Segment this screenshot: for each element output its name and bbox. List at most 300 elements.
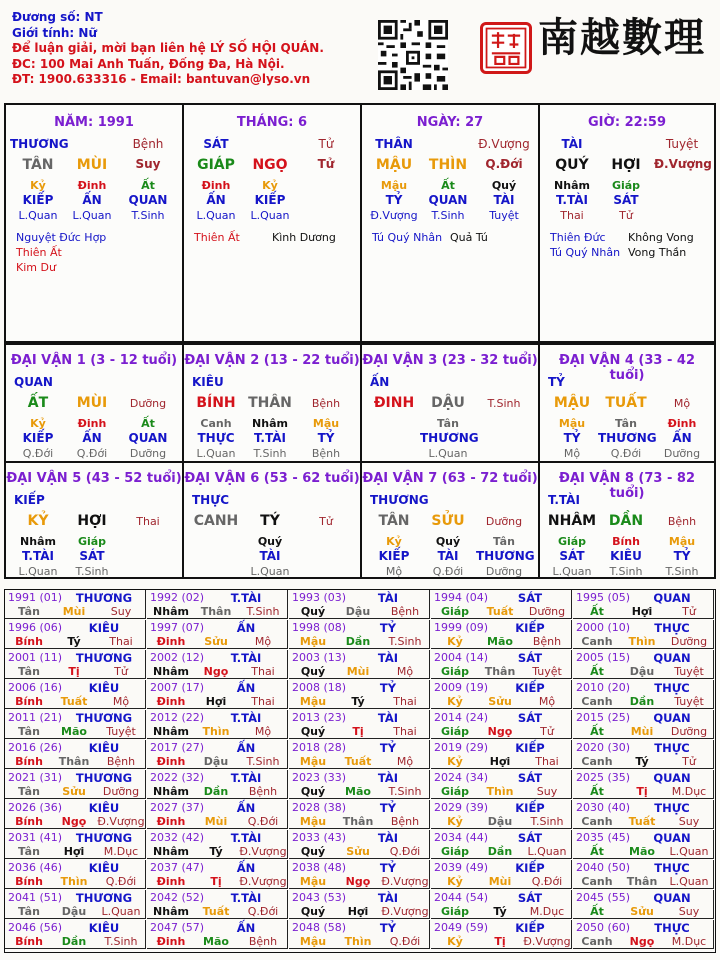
dai-van-state: Q.Đới xyxy=(432,565,464,578)
year-phase: T.Sinh xyxy=(388,785,422,798)
pillar-mid-cell: MÙI xyxy=(76,157,108,173)
year-branch: Dần xyxy=(629,695,655,708)
year-stem: Ất xyxy=(590,785,604,798)
year-phase: Bệnh xyxy=(248,785,278,798)
year-stem: Quý xyxy=(300,785,326,798)
year-stem: Nhâm xyxy=(153,845,189,858)
pillar-hidden-cell: Ất xyxy=(141,179,155,192)
year-label: 2017 (27) xyxy=(150,741,205,754)
year-branch: Hợi xyxy=(631,605,653,618)
year-label: 2038 (48) xyxy=(292,861,347,874)
year-phase: Suy xyxy=(678,905,700,918)
year-star: KIẾP xyxy=(515,621,545,635)
dai-van-title: ĐẠI VẬN 3 (23 - 32 tuổi) xyxy=(362,353,538,368)
year-star: SÁT xyxy=(517,651,543,665)
year-phase: Tuyệt xyxy=(674,695,704,708)
year-branch: Dần xyxy=(61,935,87,948)
year-cell xyxy=(147,590,288,619)
year-stem: Kỷ xyxy=(447,755,463,768)
pillar-stars-cell: KIẾP xyxy=(254,193,286,207)
year-phase: T.Sinh xyxy=(104,935,138,948)
dai-van-stem: BÍNH xyxy=(196,395,236,411)
year-cell xyxy=(431,620,572,649)
year-branch: Hợi xyxy=(489,755,511,768)
year-star: THƯƠNG xyxy=(75,591,133,605)
year-label: 1999 (09) xyxy=(434,621,489,634)
year-stem: Nhâm xyxy=(153,785,189,798)
year-phase: Thai xyxy=(109,635,133,648)
year-stem: Nhâm xyxy=(153,725,189,738)
dai-van-state: Mộ xyxy=(385,565,403,578)
year-cell xyxy=(289,890,430,919)
year-stem: Giáp xyxy=(440,605,470,618)
year-branch: Thìn xyxy=(344,935,372,948)
year-branch: Ngọ xyxy=(203,665,229,678)
year-branch: Mùi xyxy=(204,815,228,828)
dai-van-title: ĐẠI VẬN 2 (13 - 22 tuổi) xyxy=(184,353,360,368)
pillar-mid-cell: TÂN xyxy=(22,157,54,173)
dai-van-star: SÁT xyxy=(559,549,585,563)
pillar-hidden-cell: Ất xyxy=(441,179,455,192)
year-star: THƯƠNG xyxy=(75,891,133,905)
year-phase: Thai xyxy=(251,665,275,678)
dai-van-star: THƯƠNG xyxy=(420,431,479,445)
year-cell xyxy=(147,920,288,949)
year-label: 2030 (40) xyxy=(576,801,631,814)
year-branch: Tị xyxy=(210,875,222,888)
year-phase: L.Quan xyxy=(669,845,709,858)
year-stem: Đinh xyxy=(156,695,186,708)
year-star: KIẾP xyxy=(515,861,545,875)
year-star: KIẾP xyxy=(515,801,545,815)
year-phase: M.Dục xyxy=(529,905,565,918)
year-stem: Mậu xyxy=(299,695,327,708)
year-phase: M.Dục xyxy=(671,785,707,798)
pillar-mid-cell: QUÝ xyxy=(555,157,589,173)
year-phase: Thai xyxy=(251,695,275,708)
dai-van-star: KIẾP xyxy=(22,431,54,445)
year-stem: Đinh xyxy=(156,815,186,828)
year-phase: Bệnh xyxy=(532,635,562,648)
year-branch: Thìn xyxy=(60,875,88,888)
year-cell xyxy=(431,590,572,619)
year-cell xyxy=(289,800,430,829)
year-phase: Suy xyxy=(536,785,558,798)
year-label: 2020 (30) xyxy=(576,741,631,754)
pillar-stars-cell: TÀI xyxy=(493,193,515,207)
year-phase: Đ.Vượng xyxy=(239,875,287,888)
year-cell xyxy=(431,860,572,889)
year-star: TÀI xyxy=(377,591,399,605)
pillar-mid-cell: Tử xyxy=(317,157,335,171)
year-star: T.TÀI xyxy=(230,771,262,785)
year-label: 2010 (20) xyxy=(576,681,631,694)
shensha-item: Quả Tú xyxy=(450,231,488,244)
year-label: 2049 (59) xyxy=(434,921,489,934)
year-label: 2039 (49) xyxy=(434,861,489,874)
year-label: 2022 (32) xyxy=(150,771,205,784)
pillar-top-cell: SÁT xyxy=(203,137,229,151)
year-cell xyxy=(573,590,714,619)
dai-van-state: T.Sinh xyxy=(609,565,643,578)
year-phase: Bệnh xyxy=(248,935,278,948)
year-branch: Dần xyxy=(487,845,513,858)
year-branch: Hợi xyxy=(63,845,85,858)
year-phase: Tuyệt xyxy=(532,665,562,678)
year-cell xyxy=(5,830,146,859)
year-cell xyxy=(573,830,714,859)
dai-van-state: Dưỡng xyxy=(663,447,701,460)
dai-van-state: T.Sinh xyxy=(665,565,699,578)
dai-van-hidden-stem: Mậu xyxy=(312,417,340,430)
year-star: ẤN xyxy=(236,921,256,935)
year-phase: Đ.Vượng xyxy=(381,905,429,918)
dai-van-sao: KIÊU xyxy=(192,375,224,389)
year-star: THƯƠNG xyxy=(75,711,133,725)
year-branch: Sửu xyxy=(346,845,370,858)
pillar-stars-cell: ẤN xyxy=(82,193,102,207)
year-stem: Quý xyxy=(300,725,326,738)
dai-van-stem: CANH xyxy=(193,513,239,529)
dai-van-state: L.Quan xyxy=(196,447,236,460)
year-label: 2018 (28) xyxy=(292,741,347,754)
shensha-item: Kim Dư xyxy=(16,261,56,274)
year-stem: Ất xyxy=(590,665,604,678)
year-stem: Quý xyxy=(300,905,326,918)
year-label: 2014 (24) xyxy=(434,711,489,724)
year-star: QUAN xyxy=(653,711,691,725)
dai-van-branch: MÙI xyxy=(76,395,108,411)
dai-van-hidden-stem: Giáp xyxy=(77,535,107,548)
gender: Giới tính: Nữ xyxy=(12,25,97,40)
dai-van-phase: T.Sinh xyxy=(487,397,521,410)
year-branch: Thìn xyxy=(628,635,656,648)
year-label: 2000 (10) xyxy=(576,621,631,634)
dai-van-phase: Bệnh xyxy=(667,515,697,528)
dai-van-branch: SỬU xyxy=(431,513,465,529)
dai-van-hidden-stem: Kỷ xyxy=(30,417,46,430)
year-branch: Hợi xyxy=(347,905,369,918)
dai-van-star: KIÊU xyxy=(610,549,642,563)
year-phase: L.Quan xyxy=(101,905,141,918)
dai-van-title: ĐẠI VẬN 4 (33 - 42 tuổi) xyxy=(559,353,695,383)
dai-van-sao: T.TÀI xyxy=(548,493,580,507)
year-phase: Bệnh xyxy=(390,605,420,618)
year-cell xyxy=(147,830,288,859)
year-label: 2025 (35) xyxy=(576,771,631,784)
dai-van-star: T.TÀI xyxy=(254,431,286,445)
year-phase: Thai xyxy=(393,725,417,738)
year-stem: Bính xyxy=(15,755,43,768)
year-phase: Tử xyxy=(682,605,696,618)
year-phase: Q.Đới xyxy=(105,875,137,888)
year-cell xyxy=(147,740,288,769)
year-star: KIẾP xyxy=(515,921,545,935)
year-cell xyxy=(289,710,430,739)
dai-van-star: THƯƠNG xyxy=(476,549,535,563)
dai-van-star: KIẾP xyxy=(378,549,410,563)
year-star: KIÊU xyxy=(88,921,120,935)
year-cell xyxy=(431,800,572,829)
year-branch: Dậu xyxy=(629,665,655,678)
dai-van-sao: TỶ xyxy=(548,375,565,389)
pillar-states-cell: L.Quan xyxy=(250,209,290,222)
year-cell xyxy=(289,590,430,619)
year-star: T.TÀI xyxy=(230,711,262,725)
year-phase: Mộ xyxy=(396,755,414,768)
year-cell xyxy=(573,710,714,739)
year-phase: L.Quan xyxy=(669,875,709,888)
dai-van-hidden-stem: Nhâm xyxy=(252,417,288,430)
pillar-top-cell: Đ.Vượng xyxy=(478,137,530,151)
dai-van-hidden-stem: Tân xyxy=(437,417,459,430)
chart-header xyxy=(12,10,372,88)
year-stem: Giáp xyxy=(440,665,470,678)
year-branch: Dần xyxy=(203,785,229,798)
year-star: TỶ xyxy=(379,801,397,815)
year-cell xyxy=(431,740,572,769)
dai-van-phase: Mộ xyxy=(673,397,691,410)
dai-van-state: Q.Đới xyxy=(22,447,54,460)
year-label: 2003 (13) xyxy=(292,651,347,664)
year-stem: Giáp xyxy=(440,725,470,738)
annual-luck-table xyxy=(4,589,716,953)
year-stem: Nhâm xyxy=(153,905,189,918)
dai-van-hidden-stem: Giáp xyxy=(557,535,587,548)
year-branch: Mùi xyxy=(62,605,86,618)
year-label: 2008 (18) xyxy=(292,681,347,694)
year-branch: Mão xyxy=(345,785,371,798)
year-cell xyxy=(5,860,146,889)
year-stem: Quý xyxy=(300,845,326,858)
year-star: SÁT xyxy=(517,711,543,725)
year-star: KIẾP xyxy=(515,681,545,695)
year-phase: Mộ xyxy=(396,665,414,678)
year-stem: Bính xyxy=(15,635,43,648)
year-cell xyxy=(431,830,572,859)
year-branch: Ngọ xyxy=(345,875,371,888)
year-cell xyxy=(431,920,572,949)
dai-van-star: TỶ xyxy=(317,431,335,445)
year-label: 2015 (25) xyxy=(576,711,631,724)
year-cell xyxy=(5,590,146,619)
year-stem: Kỷ xyxy=(447,695,463,708)
shensha-item: Nguyệt Đức Hợp xyxy=(16,231,107,244)
year-label: 2050 (60) xyxy=(576,921,631,934)
year-phase: Dưỡng xyxy=(528,605,566,618)
year-label: 2011 (21) xyxy=(8,711,63,724)
year-stem: Bính xyxy=(15,815,43,828)
year-phase: T.Sinh xyxy=(388,635,422,648)
year-cell xyxy=(573,650,714,679)
year-branch: Thân xyxy=(200,605,232,618)
year-branch: Dậu xyxy=(345,605,371,618)
year-branch: Sửu xyxy=(204,635,228,648)
year-star: SÁT xyxy=(517,771,543,785)
year-branch: Tị xyxy=(636,785,648,798)
dai-van-hidden-stem: Quý xyxy=(435,535,461,548)
year-branch: Thân xyxy=(58,755,90,768)
owner-name: Đương số: NT xyxy=(12,10,103,24)
year-label: 2032 (42) xyxy=(150,831,205,844)
dai-van-star: TỶ xyxy=(563,431,581,445)
dai-van-hidden-stem: Đinh xyxy=(667,417,697,430)
year-phase: Tử xyxy=(540,725,554,738)
year-branch: Thân xyxy=(342,815,374,828)
year-branch: Mão xyxy=(487,635,513,648)
year-stem: Giáp xyxy=(440,905,470,918)
dai-van-hidden-stem: Canh xyxy=(200,417,232,430)
year-branch: Mão xyxy=(61,725,87,738)
year-label: 2004 (14) xyxy=(434,651,489,664)
year-phase: Thai xyxy=(393,695,417,708)
year-stem: Quý xyxy=(300,665,326,678)
pillar-top-cell: THÂN xyxy=(375,137,413,151)
pillar-hidden-cell: Đinh xyxy=(77,179,107,192)
dai-van-state: Q.Đới xyxy=(76,447,108,460)
year-phase: Bệnh xyxy=(106,755,136,768)
year-stem: Nhâm xyxy=(153,665,189,678)
dai-van-box xyxy=(360,461,540,579)
year-phase: Bệnh xyxy=(390,815,420,828)
year-cell xyxy=(289,680,430,709)
year-cell xyxy=(5,890,146,919)
dai-van-branch: TÝ xyxy=(260,513,280,529)
year-stem: Mậu xyxy=(299,815,327,828)
year-stem: Tân xyxy=(18,905,40,918)
year-branch: Tý xyxy=(67,635,81,648)
year-star: QUAN xyxy=(653,771,691,785)
year-star: KIẾP xyxy=(515,741,545,755)
year-star: TÀI xyxy=(377,711,399,725)
year-label: 2044 (54) xyxy=(434,891,489,904)
year-label: 1996 (06) xyxy=(8,621,63,634)
dai-van-title: ĐẠI VẬN 7 (63 - 72 tuổi) xyxy=(362,471,538,486)
year-phase: Tử xyxy=(682,755,696,768)
year-cell xyxy=(431,650,572,679)
year-stem: Quý xyxy=(300,605,326,618)
dai-van-title: ĐẠI VẬN 5 (43 - 52 tuổi) xyxy=(6,471,182,486)
year-branch: Mão xyxy=(629,845,655,858)
year-stem: Canh xyxy=(581,755,613,768)
dai-van-box xyxy=(182,343,362,463)
year-star: QUAN xyxy=(653,831,691,845)
dai-van-box xyxy=(4,343,184,463)
dai-van-sao: THỰC xyxy=(192,493,230,507)
year-branch: Tý xyxy=(493,905,507,918)
dai-van-star: TÀI xyxy=(259,549,281,563)
year-phase: Dưỡng xyxy=(670,635,708,648)
dai-van-state: L.Quan xyxy=(552,565,592,578)
year-star: TỶ xyxy=(379,861,397,875)
year-label: 2043 (53) xyxy=(292,891,347,904)
year-label: 2048 (58) xyxy=(292,921,347,934)
year-label: 1995 (05) xyxy=(576,591,631,604)
year-star: KIÊU xyxy=(88,861,120,875)
year-cell xyxy=(147,620,288,649)
year-phase: Mộ xyxy=(254,725,272,738)
shensha-item: Không Vong xyxy=(628,231,694,244)
dai-van-stem: MẬU xyxy=(553,395,591,411)
pillar-mid-cell: MẬU xyxy=(375,157,413,173)
pillar-hidden-cell: Đinh xyxy=(201,179,231,192)
year-phase: Đ.Vượng xyxy=(381,875,429,888)
year-branch: Ngọ xyxy=(487,725,513,738)
year-label: 2046 (56) xyxy=(8,921,63,934)
pillar-states-cell: Tử xyxy=(619,209,633,222)
year-cell xyxy=(573,770,714,799)
year-star: KIÊU xyxy=(88,681,120,695)
year-stem: Tân xyxy=(18,725,40,738)
year-phase: T.Sinh xyxy=(246,755,280,768)
contact-invite: Để luận giải, mời bạn liên hệ LÝ SỐ HỘI QUÁN. xyxy=(12,41,324,55)
year-label: 2036 (46) xyxy=(8,861,63,874)
year-cell xyxy=(147,860,288,889)
year-phase: Suy xyxy=(678,815,700,828)
pillar-states-cell: T.Sinh xyxy=(131,209,165,222)
year-stem: Mậu xyxy=(299,935,327,948)
year-cell xyxy=(431,680,572,709)
year-phase: Mộ xyxy=(538,695,556,708)
year-label: 1992 (02) xyxy=(150,591,205,604)
year-star: TỶ xyxy=(379,741,397,755)
year-stem: Đinh xyxy=(156,755,186,768)
dai-van-branch: DẦN xyxy=(608,513,644,529)
dai-van-state: T.Sinh xyxy=(253,447,287,460)
year-stem: Đinh xyxy=(156,635,186,648)
year-cell xyxy=(289,920,430,949)
year-stem: Tân xyxy=(18,845,40,858)
year-label: 2007 (17) xyxy=(150,681,205,694)
pillar-top-cell: TÀI xyxy=(561,137,583,151)
year-cell xyxy=(431,770,572,799)
year-phase: Đ.Vượng xyxy=(523,935,571,948)
year-stem: Kỷ xyxy=(447,635,463,648)
year-phase: Q.Đới xyxy=(531,875,563,888)
pillar-hidden-cell: Giáp xyxy=(611,179,641,192)
year-stem: Giáp xyxy=(440,785,470,798)
year-cell xyxy=(5,620,146,649)
year-star: TỶ xyxy=(379,681,397,695)
dai-van-state: Dưỡng xyxy=(485,565,523,578)
year-label: 2029 (39) xyxy=(434,801,489,814)
year-branch: Sửu xyxy=(62,785,86,798)
year-stem: Đinh xyxy=(156,935,186,948)
year-cell xyxy=(5,740,146,769)
brand-logo-text: 南越數理 xyxy=(538,14,706,61)
pillar-stars-cell: KIẾP xyxy=(22,193,54,207)
dai-van-hidden-stem: Bính xyxy=(612,535,640,548)
pillar-mid-cell: NGỌ xyxy=(252,157,288,173)
year-label: 2035 (45) xyxy=(576,831,631,844)
pillar-mid-cell: Đ.Vượng xyxy=(654,157,712,171)
year-cell xyxy=(289,740,430,769)
pillar-box xyxy=(4,103,184,343)
year-star: ẤN xyxy=(236,861,256,875)
dai-van-star: T.TÀI xyxy=(22,549,54,563)
year-label: 1991 (01) xyxy=(8,591,63,604)
year-stem: Mậu xyxy=(299,635,327,648)
contact-phone-email: ĐT: 1900.633316 - Email: bantuvan@lyso.vn xyxy=(12,72,311,86)
pillar-states-cell: L.Quan xyxy=(196,209,236,222)
year-stem: Tân xyxy=(18,665,40,678)
year-branch: Tị xyxy=(68,665,80,678)
year-star: THỰC xyxy=(654,621,690,635)
year-label: 2026 (36) xyxy=(8,801,63,814)
year-branch: Ngọ xyxy=(61,815,87,828)
pillar-hidden-cell: Mậu xyxy=(380,179,408,192)
year-cell xyxy=(5,650,146,679)
